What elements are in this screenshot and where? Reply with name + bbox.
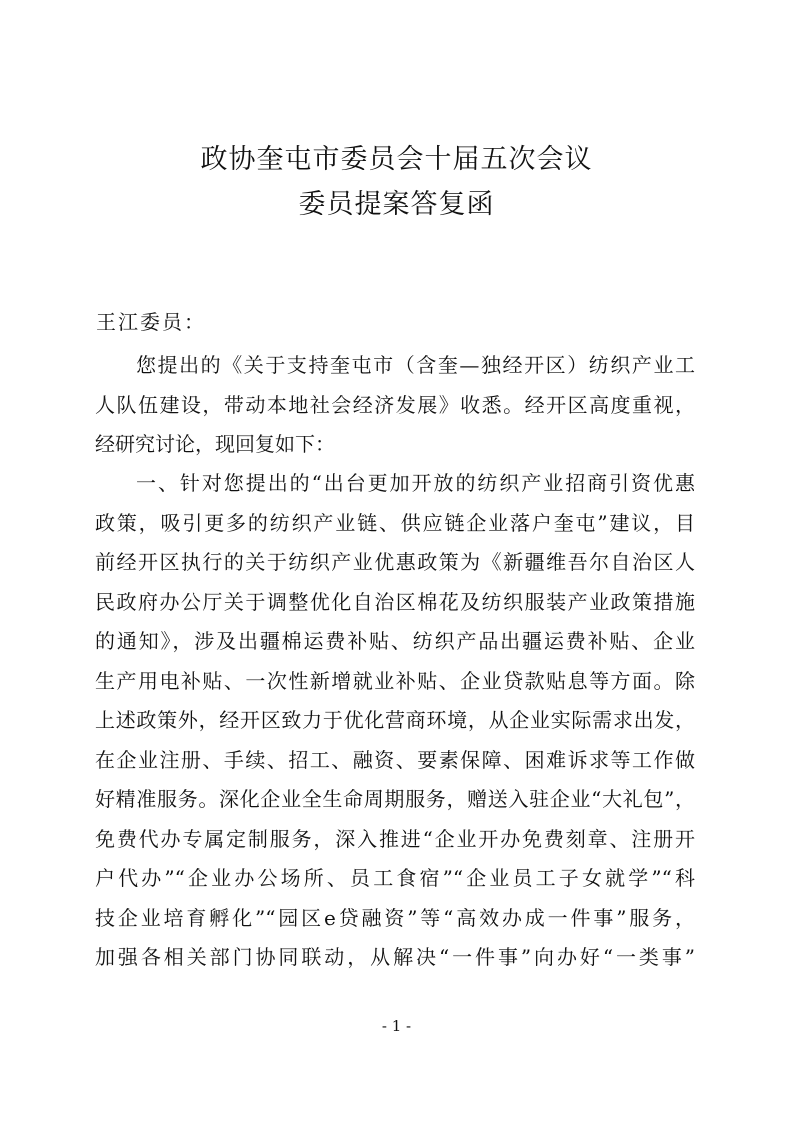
body-line: 在企业注册、手续、招工、融资、要素保障、困难诉求等工作做 xyxy=(95,748,695,772)
body-line: 加强各相关部门协同联动，从解决“一件事”向办好“一类事” xyxy=(95,945,695,969)
salutation: 王江委员： xyxy=(96,310,206,334)
body-line: 上述政策外，经开区致力于优化营商环境，从企业实际需求出发， xyxy=(95,708,695,732)
body-line: 生产用电补贴、一次性新增就业补贴、企业贷款贴息等方面。除 xyxy=(95,669,695,693)
body-line: 好精准服务。深化企业全生命周期服务，赠送入驻企业“大礼包”， xyxy=(95,787,695,811)
body-line: 人队伍建设，带动本地社会经济发展》收悉。经开区高度重视， xyxy=(95,393,695,417)
document-title-line-1: 政协奎屯市委员会十届五次会议 xyxy=(200,144,593,175)
body-line: 前经开区执行的关于纺织产业优惠政策为《新疆维吾尔自治区人 xyxy=(95,550,695,574)
page-number: - 1 - xyxy=(381,1017,412,1035)
body-line: 一、针对您提出的“出台更加开放的纺织产业招商引资优惠 xyxy=(136,471,695,495)
body-line: 经研究讨论，现回复如下： xyxy=(95,432,335,456)
document-title-line-2: 委员提案答复函 xyxy=(298,189,495,220)
body-line: 免费代办专属定制服务，深入推进“企业开办免费刻章、注册开 xyxy=(95,827,695,851)
body-line: 户代办”“企业办公场所、员工食宿”“企业员工子女就学”“科 xyxy=(95,866,695,890)
body-line: 民政府办公厅关于调整优化自治区棉花及纺织服装产业政策措施 xyxy=(95,590,695,614)
body-line: 的通知》，涉及出疆棉运费补贴、纺织产品出疆运费补贴、企业 xyxy=(95,629,695,653)
body-line: 您提出的《关于支持奎屯市（含奎—独经开区）纺织产业工 xyxy=(136,353,695,377)
body-line: 政策，吸引更多的纺织产业链、供应链企业落户奎屯”建议，目 xyxy=(95,511,695,535)
body-line: 技企业培育孵化”“园区e贷融资”等“高效办成一件事”服务， xyxy=(95,906,695,930)
